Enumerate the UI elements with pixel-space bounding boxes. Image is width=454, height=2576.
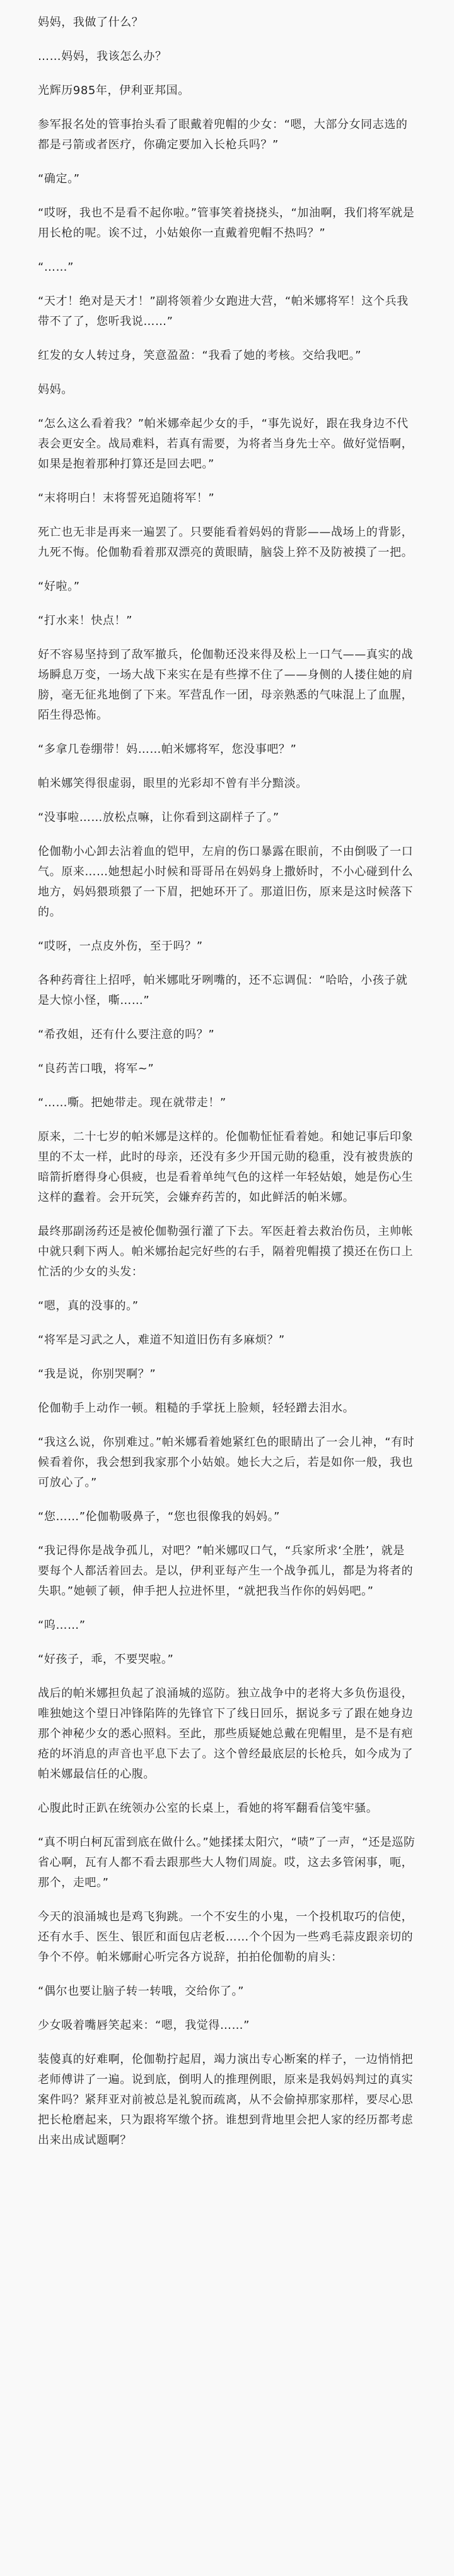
story-paragraph: “真不明白柯瓦雷到底在做什么。”她揉揉太阳穴，“啧”了一声，“还是巡防省心啊，瓦有人都不看去跟那些大人物们周旋。哎，这去多管闲事，呃，那个，走吧。” xyxy=(38,1836,416,1889)
story-paragraph: “良药苦口哦，将军~” xyxy=(38,1062,154,1075)
story-paragraph: 红发的女人转过身，笑意盈盈：“我看了她的考核。交给我吧。” xyxy=(38,349,362,362)
story-paragraph: 最终那副汤药还是被伦伽勒强行灌了下去。军医赶着去救治伤员，主帅帐中就只剩下两人。帕米娜抬起完好些的右手，隔着兜帽摸了摸还在伤口上忙活的少女的头发： xyxy=(38,1225,414,1279)
story-paragraph: 伦伽勒小心卸去沾着血的铠甲，左肩的伤口暴露在眼前，不由倒吸了一口气。原来……她想起小时候和哥哥吊在妈妈身上撒娇时，不小心碰到什么地方，妈妈猥琐猥了一下眉，把她环开了。那道旧伤，原来是这时候落下的。 xyxy=(38,845,414,919)
story-paragraph: 帕米娜笑得很虚弱，眼里的光彩却不曾有半分黯淡。 xyxy=(38,777,308,790)
story-paragraph: “呜……” xyxy=(38,1619,86,1632)
story-paragraph: 少女吸着嘴唇笑起来：“嗯，我觉得……” xyxy=(38,2019,250,2032)
story-paragraph: 光辉历985年，伊利亚邦国。 xyxy=(38,84,190,97)
story-paragraph: “确定。” xyxy=(38,172,80,186)
story-paragraph: “好孩子，乖，不要哭啦。” xyxy=(38,1653,174,1666)
story-paragraph: 妈妈，我做了什么？ xyxy=(38,16,144,29)
story-paragraph: 伦伽勒手上动作一顿。粗糙的手掌抚上脸颊，轻轻蹭去泪水。 xyxy=(38,1402,355,1415)
story-paragraph: 死亡也无非是再来一遍罢了。只要能看着妈妈的背影——战场上的背影，九死不悔。伦伽勒看着那双漂亮的黄眼睛，脑袋上猝不及防被摸了一把。 xyxy=(38,526,414,559)
story-paragraph: “偶尔也要让脑子转一转哦，交给你了。” xyxy=(38,1985,245,1998)
story-paragraph: “好啦。” xyxy=(38,580,80,593)
story-paragraph: “没事啦……放松点嘛，让你看到这副样子了。” xyxy=(38,811,279,824)
story-paragraph: 装傻真的好难啊，伦伽勒拧起眉，竭力演出专心断案的样子，一边悄悄把老师傅讲了一遍。说到底，倒明人的推理例眼，原来是我妈妈判过的真实案件吗？紧拜亚对前被总是礼貌而疏离，从不会偷掉那家那样，要尽心思把长枪磨起来，只为跟将军缴个挤。谁想到背地里会把人家的经历都考虑出来出成试题啊？ xyxy=(38,2053,414,2147)
story-paragraph: “……嘶。把她带走。现在就带走！” xyxy=(38,1096,226,1109)
story-paragraph: 参军报名处的管事抬头看了眼戴着兜帽的少女：“嗯，大部分女同志选的都是弓箭或者医疗，你确定要加入长枪兵吗？” xyxy=(38,118,408,151)
story-paragraph: 好不容易坚持到了敌军撤兵，伦伽勒还没来得及松上一口气——真实的战场瞬息万变，一场大战下来实在是有些撑不住了——身侧的人搂住她的肩膀，毫无征兆地倒了下来。军营乱作一团，母亲熟悉的气味混上了血腥，陌生得恐怖。 xyxy=(38,648,414,722)
story-paragraph: “打水来！快点！” xyxy=(38,614,133,627)
story-paragraph: 心腹此时正趴在统领办公室的长桌上，看她的将军翻看信笺牢骚。 xyxy=(38,1802,378,1815)
story-paragraph: “天才！绝对是天才！”副将领着少女跑进大营，“帕米娜将军！这个兵我带不了了，您听我说……” xyxy=(38,295,409,328)
story-paragraph: 战后的帕米娜担负起了浪涌城的巡防。独立战争中的老将大多负伤退役，唯独她这个望日冲锋陷阵的先锋官下了线日回乐，据说多亏了跟在她身边那个神秘少女的悉心照料。至此，那些质疑她总戴在兜帽里，是不是有疤疮的坏消息的声音也平息下去了。这个曾经最底层的长枪兵，如今成为了帕米娜最信任的心腹。 xyxy=(38,1687,414,1781)
story-paragraph: “怎么这么看着我？”帕米娜牵起少女的手，“事先说好，跟在我身边不代表会更安全。战局难料，若真有需要，为将者当身先士卒。做好觉悟啊，如果是抱着那种打算还是回去吧。” xyxy=(38,417,414,471)
story-paragraph: “多拿几卷绷带！妈……帕米娜将军，您没事吧？” xyxy=(38,743,297,756)
story-paragraph: “哎呀，一点皮外伤，至于吗？” xyxy=(38,940,203,953)
story-paragraph: “……” xyxy=(38,261,74,274)
story-paragraph: “我这么说，你别难过。”帕米娜看着她紧红色的眼睛出了一会儿神，“有时候看着你，我会想到我家那个小姑娘。她长大之后，若是如你一般，我也可放心了。” xyxy=(38,1436,415,1489)
story-paragraph: ……妈妈，我该怎么办？ xyxy=(38,50,167,63)
story-paragraph: “将军是习武之人，难道不知道旧伤有多麻烦？” xyxy=(38,1333,285,1347)
story-paragraph: “我记得你是战争孤儿，对吧？”帕米娜叹口气，“兵家所求‘全胜’，就是要每个人都活着回去。是以，伊利亚每产生一个战争孤儿，都是为将者的失职。”她顿了顿，伸手把人拉进怀里，“就把我当作你的妈妈吧。” xyxy=(38,1544,414,1598)
story-paragraph: “哎呀，我也不是看不起你啦。”管事笑着挠挠头，“加油啊，我们将军就是用长枪的呢。诶不过，小姑娘你一直戴着兜帽不热吗？” xyxy=(38,206,415,240)
story-paragraph: “我是说，你别哭啊？” xyxy=(38,1368,156,1381)
story-paragraph: “希孜姐，还有什么要注意的吗？” xyxy=(38,1028,215,1041)
story-paragraph: “末将明白！末将誓死追随将军！” xyxy=(38,492,215,505)
story-paragraph: “您……”伦伽勒吸鼻子，“您也很像我的妈妈。” xyxy=(38,1510,281,1523)
story-paragraph: 今天的浪涌城也是鸡飞狗跳。一个不安生的小鬼，一个投机取巧的信使，还有水手、医生、银匠和面包店老板……个个因为一些鸡毛蒜皮跟亲切的争个不停。帕米娜耐心听完各方说辞，拍拍伦伽勒的肩头： xyxy=(38,1910,414,1964)
story-paragraph: “嗯，真的没事的。” xyxy=(38,1299,139,1313)
story-paragraph: 原来，二十七岁的帕米娜是这样的。伦伽勒怔怔看着她。和她记事后印象里的不太一样，此时的母亲，还没有多少开国元勋的稳重，没有被贵族的暗箭折磨得身心俱疲，也是看着单纯气色的这样一年轻姑娘，她是伤心生这样的蠢着。会开玩笑，会嫌弃药苦的，如此鲜活的帕米娜。 xyxy=(38,1130,414,1204)
story-paragraph: 妈妈。 xyxy=(38,383,73,396)
story-paragraph: 各种药膏往上招呼，帕米娜吡牙咧嘴的，还不忘调侃：“哈哈，小孩子就是大惊小怪，嘶……” xyxy=(38,974,408,1007)
